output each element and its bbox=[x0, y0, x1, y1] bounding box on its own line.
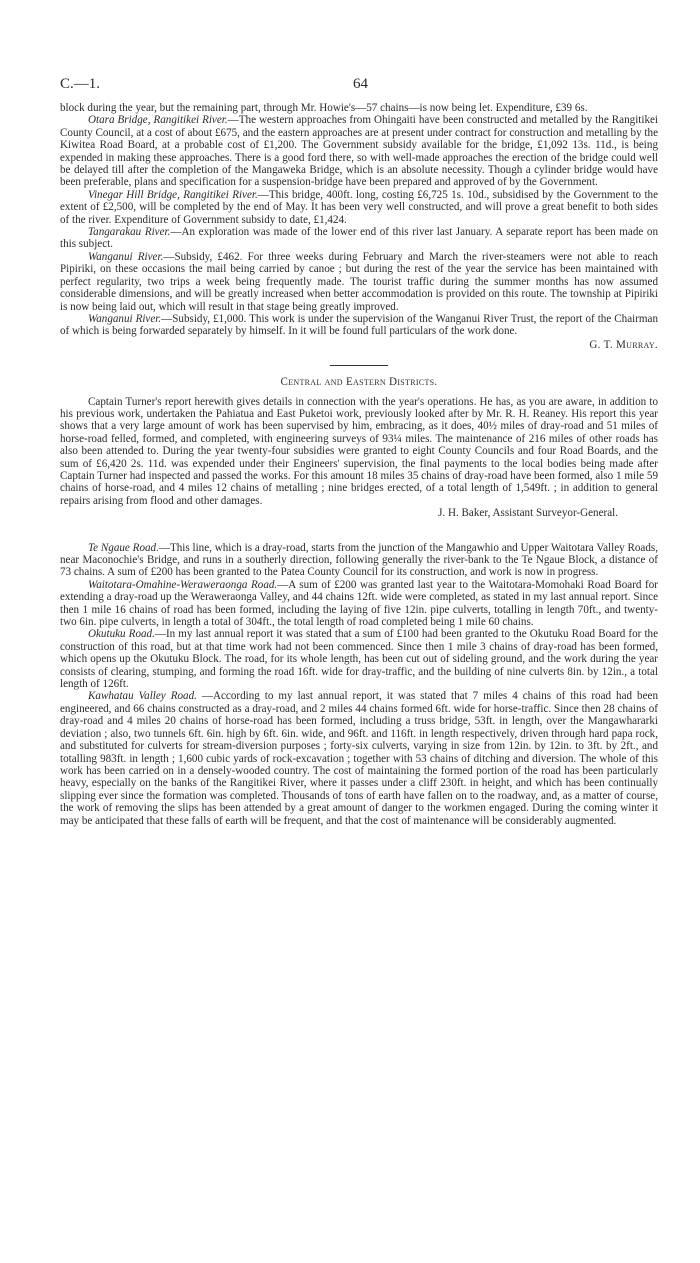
section-divider bbox=[330, 365, 388, 366]
paragraph-title: Waitotara-Omahine-Weraweraonga Road. bbox=[88, 578, 278, 591]
paragraph-tangarakau-river bbox=[60, 226, 658, 251]
paragraph-central-districts: Captain Turner's report herewith gives details in connection with the year's operations. He has, as you are aware, in addition to his previous work, undertaken the Pahiatua and East Puketoi work, previously looked after by Mr. R. H. Reaney. His report this year shows that a very large amount of work has been supervised by him, embracing, as it does, 40½ miles of dray-road and 51 miles of horse-road felled, formed, and completed, with engineering surveys of 93¼ miles. The maintenance of 216 miles of other roads has also been attended to. During the year twenty-four subsidies were granted to eight County Councils and four Road Boards, and the sum of £6,420 2s. 11d. was expended under their Engineers' supervision, the final payments to the local bodies being made after Captain Turner had inspected and passed the works. For this amount 18 miles 35 chains of dray-road have been formed, also 1 mile 59 chains of horse-road, and 4 miles 12 chains of metalling ; nine bridges erected, of a total length of 1,549ft. ; in addition to general repairs arising from flood and other damages. bbox=[60, 395, 658, 507]
signature-baker: J. H. Baker, Assistant Surveyor-General. bbox=[438, 507, 618, 520]
paragraph-text: —This line, which is a dray-road, starts from the junction of the Mangawhio and Upper Waitotara Valley Roads, near Maconochie's Bridge, and runs in a southerly direction, following generally the river-bank to the Te Ngaue Block, a distance of 73 chains. A sum of £200 has been granted to the Patea County Council for its construction, and work is now in progress. bbox=[60, 541, 658, 579]
paragraph-vinegar-hill-bridge bbox=[60, 189, 658, 226]
page-header bbox=[60, 78, 658, 102]
paragraph-title: Tangarakau River. bbox=[88, 226, 171, 239]
paragraph-title: Otara Bridge, Rangitikei River. bbox=[88, 114, 228, 127]
paragraph-wanganui-river-2 bbox=[60, 313, 658, 338]
paragraph-text: —An exploration was made of the lower end of this river last January. A separate report has been made on this subject. bbox=[60, 226, 658, 251]
paragraph-title: Wanganui River. bbox=[88, 250, 164, 263]
document-reference: C.—1. bbox=[60, 76, 101, 92]
paragraph-text: —In my last annual report it was stated that a sum of £100 had been granted to the Okutuku Road Board for the construction of this road, but at that time work had not been commenced. Since then 1 mile 3 chains of dray-road has been formed, which opens up the Okutuku Block. The road, for its whole length, has been cut out of sideling ground, and the work during the year consists of clearing, stumping, and forming the road 16ft. wide for dray-traffic, and the building of nine culverts 8in. by 12in., a total length of 126ft. bbox=[60, 628, 658, 691]
paragraph-title: Te Ngaue Road. bbox=[88, 541, 159, 554]
paragraph-wanganui-river-1 bbox=[60, 251, 658, 313]
paragraph-text: —Subsidy, £1,000. This work is under the supervision of the Wanganui River Trust, the report of the Chairman of which is being forwarded separately by himself. In it will be found full particulars of the work done. bbox=[60, 312, 658, 338]
paragraph-waitotara-road bbox=[60, 579, 658, 629]
paragraph-text: —According to my last annual report, it was stated that 7 miles 4 chains of this road had been engineered, and 66 chains constructed as a dray-road, and 2 miles 44 chains formed 6ft. wide for horse-traffic. Since then 28 chains of dray-road and 4 miles 20 chains of horse-road has been formed, including a truss bridge, 53ft. in length, over the Mangawhararki deviation ; also, two tunnels 6ft. 6in. high by 6ft. 6in. wide, and 96ft. and 116ft. in length respectively, driven through hard papa rock, and substituted for culverts for stream-diversion purposes ; forty-six culverts, varying in size from 12in. by 12in. to 3ft. by 2ft., and totalling 983ft. in length ; 1,600 cubic yards of rock-excavation ; together with 53 chains of ditching and diversion. The whole of this work has been carried on in a densely-wooded country. The cost of maintaining the formed portion of the road has been particularly heavy, especially on the banks of the Rangitikei River, where it passes under a cliff 230ft. in height, and which has been continually slipping ever since the formation was completed. Thousands of tons of earth have fallen on to the roadway, and, as a matter of course, the work of removing the slips has been attended by a great amount of danger to the workmen engaged. During the coming winter it may be anticipated that these falls of earth will be frequent, and that the cost of maintenance will be considerably augmented. bbox=[60, 690, 658, 827]
section-heading: Central and Eastern Districts. bbox=[280, 376, 438, 389]
paragraph-otara-bridge bbox=[60, 114, 658, 188]
signature-murray: G. T. Murray. bbox=[589, 338, 658, 351]
paragraph-te-ngaue-road bbox=[60, 542, 658, 579]
paragraph-text: —This bridge, 400ft. long, costing £6,725 1s. 10d., subsidised by the Government to the extent of £2,500, will be completed by the end of May. It has been very well constructed, and will prove a great benefit to both sides of the river. Expenditure of Government subsidy to date, £1,424. bbox=[60, 188, 658, 226]
paragraph-title: Kawhatau Valley Road. bbox=[88, 690, 197, 703]
paragraph-title: Vinegar Hill Bridge, Rangitikei River. bbox=[88, 188, 258, 201]
paragraph-title: Wanganui River. bbox=[88, 312, 162, 325]
paragraph-title: Okutuku Road. bbox=[88, 628, 155, 641]
paragraph-text: —A sum of £200 was granted last year to the Waitotara-Momohaki Road Board for extending a dray-road up the Weraweraonga Valley, and 44 chains 12ft. wide were completed, as stated in my last annual report. Since then 1 mile 16 chains of road has been formed, including the laying of five 12in. pipe culverts, totalling in length 70ft., and twenty-two 6in. pipe culverts, in length a total of 304ft., the total length of road completed being 1 mile 60 chains. bbox=[60, 578, 658, 629]
paragraph-text: —The western approaches from Ohingaiti have been constructed and metalled by the Rangitikei County Council, at a cost of about £675, and the eastern approaches are at present under contract for construction and metalling by the Kiwitea Road Board, at a probable cost of £1,200. The Government subsidy available for the bridge, £1,092 13s. 11d., is being expended in making these approaches. There is a good ford there, so with well-made approaches the erection of the bridge could well be delayed till after the completion of the Mangaweka Bridge, which is an absolute necessity. Though a cylinder bridge would have been preferable, plans and specification for a suspension-bridge have been prepared and approved of by the Government. bbox=[60, 114, 658, 189]
paragraph-text: —Subsidy, £462. For three weeks during February and March the river-steamers were not able to reach Pipiriki, on these occasions the mail being carried by canoe ; but during the rest of the year the service has been maintained with perfect regularity, two trips a week being frequently made. The tourist traffic during the summer months has now assumed considerable dimensions, and will be greatly increased when better accommodation is provided on this route. The township at Pipiriki is now being laid out, which will result in that stage being greatly improved. bbox=[60, 250, 658, 313]
spacer bbox=[60, 520, 658, 542]
paragraph-okutuku-road bbox=[60, 628, 658, 690]
intro-paragraph: block during the year, but the remaining part, through Mr. Howie's—57 chains—is now being let. Expenditure, £39 6s. bbox=[60, 102, 588, 114]
paragraph-kawhatau-valley-road bbox=[60, 690, 658, 826]
page-number: 64 bbox=[353, 76, 368, 92]
